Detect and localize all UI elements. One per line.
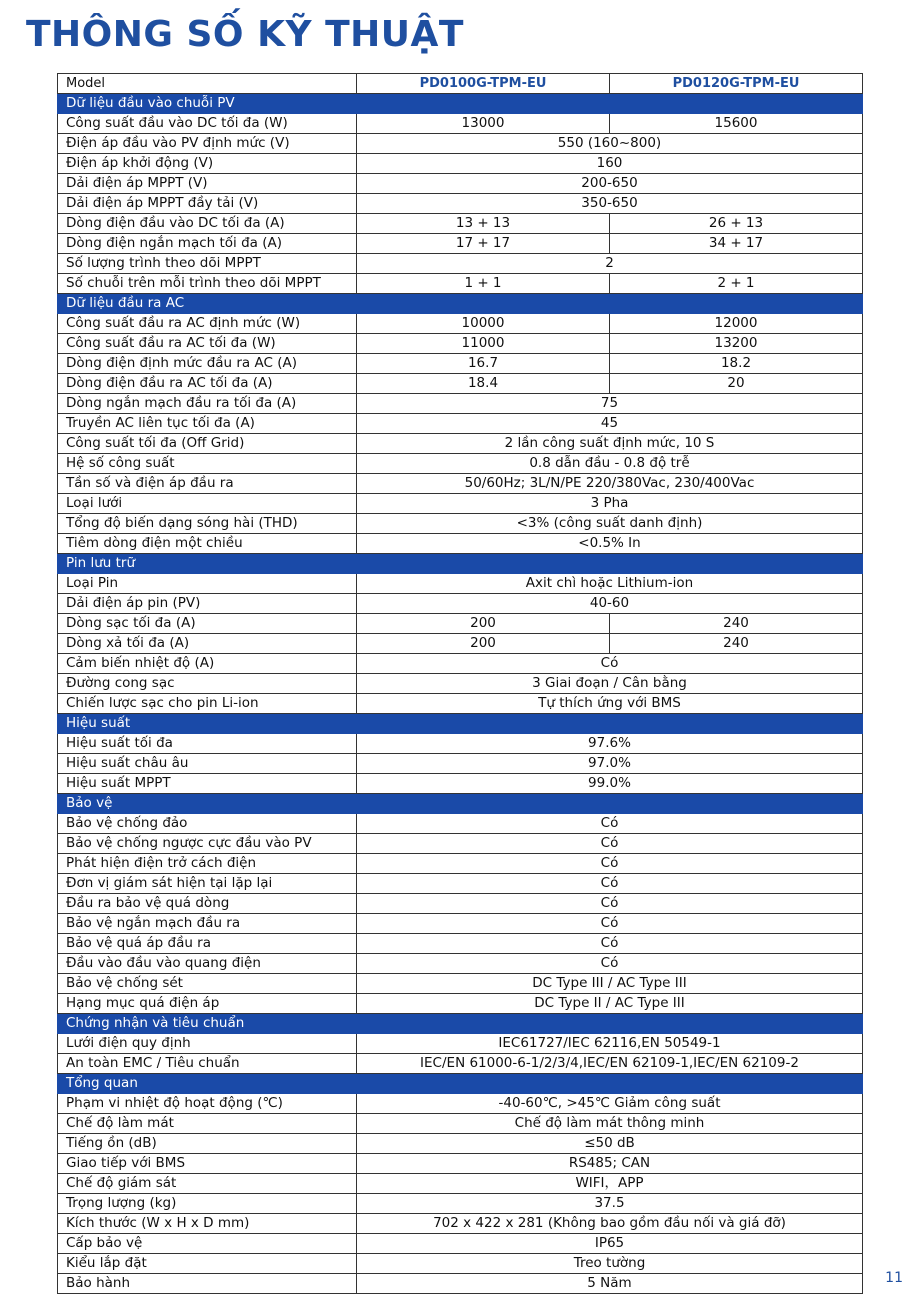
spec-label: Bảo vệ quá áp đầu ra xyxy=(58,934,357,954)
spec-label: Dòng điện ngắn mạch tối đa (A) xyxy=(58,234,357,254)
spec-label: Dòng điện đầu ra AC tối đa (A) xyxy=(58,374,357,394)
spec-value-model-2: 20 xyxy=(610,374,863,394)
spec-value: Có xyxy=(357,874,863,894)
table-row xyxy=(58,1154,863,1174)
spec-value: 40-60 xyxy=(357,594,863,614)
table-row xyxy=(58,954,863,974)
section-header-row xyxy=(58,294,863,314)
spec-value: Có xyxy=(357,894,863,914)
table-row xyxy=(58,514,863,534)
section-fill xyxy=(357,1014,863,1034)
table-row xyxy=(58,474,863,494)
spec-value: 550 (160~800) xyxy=(357,134,863,154)
spec-value-model-1: 16.7 xyxy=(357,354,610,374)
spec-label: Dòng điện định mức đầu ra AC (A) xyxy=(58,354,357,374)
spec-value: Treo tường xyxy=(357,1254,863,1274)
spec-label: Hiệu suất MPPT xyxy=(58,774,357,794)
spec-value-model-1: 200 xyxy=(357,634,610,654)
spec-value: Tự thích ứng với BMS xyxy=(357,694,863,714)
spec-label: Kích thước (W x H x D mm) xyxy=(58,1214,357,1234)
table-header-row xyxy=(58,74,863,94)
spec-value: 3 Giai đoạn / Cân bằng xyxy=(357,674,863,694)
table-row xyxy=(58,254,863,274)
table-row xyxy=(58,114,863,134)
spec-label: Số chuỗi trên mỗi trình theo dõi MPPT xyxy=(58,274,357,294)
spec-value: <0.5% In xyxy=(357,534,863,554)
spec-label: Đường cong sạc xyxy=(58,674,357,694)
spec-value: 350-650 xyxy=(357,194,863,214)
spec-label: Bảo vệ chống ngược cực đầu vào PV xyxy=(58,834,357,854)
spec-value: 99.0% xyxy=(357,774,863,794)
table-row xyxy=(58,674,863,694)
spec-value: 45 xyxy=(357,414,863,434)
spec-label: Dải điện áp MPPT đầy tải (V) xyxy=(58,194,357,214)
table-row xyxy=(58,374,863,394)
spec-label: Tiêm dòng điện một chiều xyxy=(58,534,357,554)
spec-value: 3 Pha xyxy=(357,494,863,514)
spec-value: RS485; CAN xyxy=(357,1154,863,1174)
table-row xyxy=(58,534,863,554)
table-row xyxy=(58,694,863,714)
spec-table xyxy=(57,73,863,1294)
spec-value: 97.6% xyxy=(357,734,863,754)
spec-label: Dải điện áp MPPT (V) xyxy=(58,174,357,194)
table-row xyxy=(58,914,863,934)
section-title: Chứng nhận và tiêu chuẩn xyxy=(58,1014,357,1034)
spec-value: IEC61727/IEC 62116,EN 50549-1 xyxy=(357,1034,863,1054)
spec-label: Đơn vị giám sát hiện tại lặp lại xyxy=(58,874,357,894)
spec-value: Chế độ làm mát thông minh xyxy=(357,1114,863,1134)
table-row xyxy=(58,594,863,614)
table-row xyxy=(58,834,863,854)
header-model-2: PD0120G-TPM-EU xyxy=(610,74,863,94)
table-row xyxy=(58,414,863,434)
section-title: Hiệu suất xyxy=(58,714,357,734)
spec-label: Dòng ngắn mạch đầu ra tối đa (A) xyxy=(58,394,357,414)
spec-label: Công suất đầu vào DC tối đa (W) xyxy=(58,114,357,134)
spec-label: Điện áp đầu vào PV định mức (V) xyxy=(58,134,357,154)
spec-value-model-2: 26 + 13 xyxy=(610,214,863,234)
spec-value: ≤50 dB xyxy=(357,1134,863,1154)
spec-value-model-1: 200 xyxy=(357,614,610,634)
spec-label: Cấp bảo vệ xyxy=(58,1234,357,1254)
table-row xyxy=(58,154,863,174)
spec-value-model-1: 18.4 xyxy=(357,374,610,394)
table-row xyxy=(58,1214,863,1234)
spec-value: WIFI，APP xyxy=(357,1174,863,1194)
table-row xyxy=(58,614,863,634)
section-title: Dữ liệu đầu ra AC xyxy=(58,294,357,314)
spec-label: Công suất đầu ra AC tối đa (W) xyxy=(58,334,357,354)
table-row xyxy=(58,174,863,194)
table-row xyxy=(58,1114,863,1134)
spec-label: Tiếng ồn (dB) xyxy=(58,1134,357,1154)
spec-value: Có xyxy=(357,834,863,854)
spec-value: IEC/EN 61000-6-1/2/3/4,IEC/EN 62109-1,IEC/EN 62109-2 xyxy=(357,1054,863,1074)
table-row xyxy=(58,994,863,1014)
spec-value: DC Type II / AC Type III xyxy=(357,994,863,1014)
table-row xyxy=(58,854,863,874)
spec-label: Chế độ làm mát xyxy=(58,1114,357,1134)
spec-label: Kiểu lắp đặt xyxy=(58,1254,357,1274)
spec-label: Loại Pin xyxy=(58,574,357,594)
spec-label: Truyền AC liên tục tối đa (A) xyxy=(58,414,357,434)
table-row xyxy=(58,814,863,834)
section-header-row xyxy=(58,554,863,574)
spec-value: 75 xyxy=(357,394,863,414)
table-row xyxy=(58,194,863,214)
spec-label: An toàn EMC / Tiêu chuẩn xyxy=(58,1054,357,1074)
page-title: THÔNG SỐ KỸ THUẬT xyxy=(26,14,464,55)
table-row xyxy=(58,214,863,234)
spec-value: 5 Năm xyxy=(357,1274,863,1294)
spec-label: Hiệu suất châu âu xyxy=(58,754,357,774)
table-row xyxy=(58,274,863,294)
spec-label: Dòng xả tối đa (A) xyxy=(58,634,357,654)
spec-value-model-2: 12000 xyxy=(610,314,863,334)
spec-value: 97.0% xyxy=(357,754,863,774)
spec-label: Công suất tối đa (Off Grid) xyxy=(58,434,357,454)
spec-value: Có xyxy=(357,854,863,874)
spec-value: 702 x 422 x 281 (Không bao gồm đầu nối và giá đỡ) xyxy=(357,1214,863,1234)
spec-value-model-1: 17 + 17 xyxy=(357,234,610,254)
spec-value-model-2: 15600 xyxy=(610,114,863,134)
spec-label: Bảo vệ chống sét xyxy=(58,974,357,994)
spec-value: -40-60℃, >45℃ Giảm công suất xyxy=(357,1094,863,1114)
table-row xyxy=(58,1174,863,1194)
spec-value-model-1: 1 + 1 xyxy=(357,274,610,294)
spec-label: Công suất đầu ra AC định mức (W) xyxy=(58,314,357,334)
section-title: Tổng quan xyxy=(58,1074,357,1094)
spec-label: Hạng mục quá điện áp xyxy=(58,994,357,1014)
spec-value: Có xyxy=(357,954,863,974)
spec-value-model-2: 18.2 xyxy=(610,354,863,374)
table-row xyxy=(58,434,863,454)
table-row xyxy=(58,394,863,414)
table-row xyxy=(58,314,863,334)
spec-label: Dòng điện đầu vào DC tối đa (A) xyxy=(58,214,357,234)
spec-label: Hệ số công suất xyxy=(58,454,357,474)
spec-value: 50/60Hz; 3L/N/PE 220/380Vac, 230/400Vac xyxy=(357,474,863,494)
spec-value-model-2: 240 xyxy=(610,634,863,654)
spec-value: IP65 xyxy=(357,1234,863,1254)
section-header-row xyxy=(58,714,863,734)
spec-value: <3% (công suất danh định) xyxy=(357,514,863,534)
spec-value: 2 lần công suất định mức, 10 S xyxy=(357,434,863,454)
section-header-row xyxy=(58,1074,863,1094)
spec-label: Đầu vào đầu vào quang điện xyxy=(58,954,357,974)
spec-value-model-2: 240 xyxy=(610,614,863,634)
table-row xyxy=(58,1254,863,1274)
spec-value: Có xyxy=(357,654,863,674)
spec-label: Chế độ giám sát xyxy=(58,1174,357,1194)
table-row xyxy=(58,734,863,754)
spec-value: 0.8 dẫn đầu - 0.8 độ trễ xyxy=(357,454,863,474)
spec-label: Giao tiếp với BMS xyxy=(58,1154,357,1174)
spec-label: Bảo vệ chống đảo xyxy=(58,814,357,834)
section-fill xyxy=(357,554,863,574)
spec-value-model-2: 13200 xyxy=(610,334,863,354)
section-title: Dữ liệu đầu vào chuỗi PV xyxy=(58,94,357,114)
spec-value: DC Type III / AC Type III xyxy=(357,974,863,994)
header-model-1: PD0100G-TPM-EU xyxy=(357,74,610,94)
table-row xyxy=(58,934,863,954)
section-title: Bảo vệ xyxy=(58,794,357,814)
spec-value: Có xyxy=(357,814,863,834)
spec-label: Dòng sạc tối đa (A) xyxy=(58,614,357,634)
spec-label: Tần số và điện áp đầu ra xyxy=(58,474,357,494)
spec-label: Đầu ra bảo vệ quá dòng xyxy=(58,894,357,914)
spec-label: Số lượng trình theo dõi MPPT xyxy=(58,254,357,274)
spec-value-model-2: 34 + 17 xyxy=(610,234,863,254)
spec-value: Có xyxy=(357,934,863,954)
table-row xyxy=(58,1134,863,1154)
spec-label: Hiệu suất tối đa xyxy=(58,734,357,754)
table-row xyxy=(58,1034,863,1054)
spec-label: Tổng độ biến dạng sóng hài (THD) xyxy=(58,514,357,534)
table-row xyxy=(58,1274,863,1294)
table-row xyxy=(58,234,863,254)
spec-label: Bảo vệ ngắn mạch đầu ra xyxy=(58,914,357,934)
spec-label: Bảo hành xyxy=(58,1274,357,1294)
table-row xyxy=(58,894,863,914)
spec-value-model-1: 13000 xyxy=(357,114,610,134)
table-row xyxy=(58,1094,863,1114)
spec-value-model-1: 11000 xyxy=(357,334,610,354)
table-row xyxy=(58,874,863,894)
spec-label: Loại lưới xyxy=(58,494,357,514)
table-row xyxy=(58,334,863,354)
table-row xyxy=(58,134,863,154)
spec-value-model-1: 10000 xyxy=(357,314,610,334)
table-row xyxy=(58,634,863,654)
spec-value: Có xyxy=(357,914,863,934)
header-label: Model xyxy=(58,74,357,94)
section-header-row xyxy=(58,1014,863,1034)
table-row xyxy=(58,1054,863,1074)
spec-value: 2 xyxy=(357,254,863,274)
section-fill xyxy=(357,714,863,734)
section-fill xyxy=(357,1074,863,1094)
spec-label: Phát hiện điện trở cách điện xyxy=(58,854,357,874)
spec-label: Dải điện áp pin (PV) xyxy=(58,594,357,614)
spec-label: Chiến lược sạc cho pin Li-ion xyxy=(58,694,357,714)
section-fill xyxy=(357,294,863,314)
section-header-row xyxy=(58,94,863,114)
table-row xyxy=(58,754,863,774)
table-row xyxy=(58,494,863,514)
spec-value-model-1: 13 + 13 xyxy=(357,214,610,234)
table-row xyxy=(58,1234,863,1254)
page-number: 11 xyxy=(885,1270,903,1286)
table-row xyxy=(58,574,863,594)
section-fill xyxy=(357,794,863,814)
section-title: Pin lưu trữ xyxy=(58,554,357,574)
spec-value-model-2: 2 + 1 xyxy=(610,274,863,294)
table-row xyxy=(58,774,863,794)
spec-value: Axit chì hoặc Lithium-ion xyxy=(357,574,863,594)
spec-value: 200-650 xyxy=(357,174,863,194)
spec-value: 37.5 xyxy=(357,1194,863,1214)
table-row xyxy=(58,354,863,374)
spec-label: Cảm biến nhiệt độ (A) xyxy=(58,654,357,674)
section-header-row xyxy=(58,794,863,814)
table-row xyxy=(58,454,863,474)
table-row xyxy=(58,974,863,994)
spec-label: Trọng lượng (kg) xyxy=(58,1194,357,1214)
section-fill xyxy=(357,94,863,114)
spec-table-body xyxy=(58,74,863,1294)
table-row xyxy=(58,1194,863,1214)
table-row xyxy=(58,654,863,674)
spec-label: Lưới điện quy định xyxy=(58,1034,357,1054)
spec-value: 160 xyxy=(357,154,863,174)
spec-label: Phạm vi nhiệt độ hoạt động (℃) xyxy=(58,1094,357,1114)
spec-label: Điện áp khởi động (V) xyxy=(58,154,357,174)
